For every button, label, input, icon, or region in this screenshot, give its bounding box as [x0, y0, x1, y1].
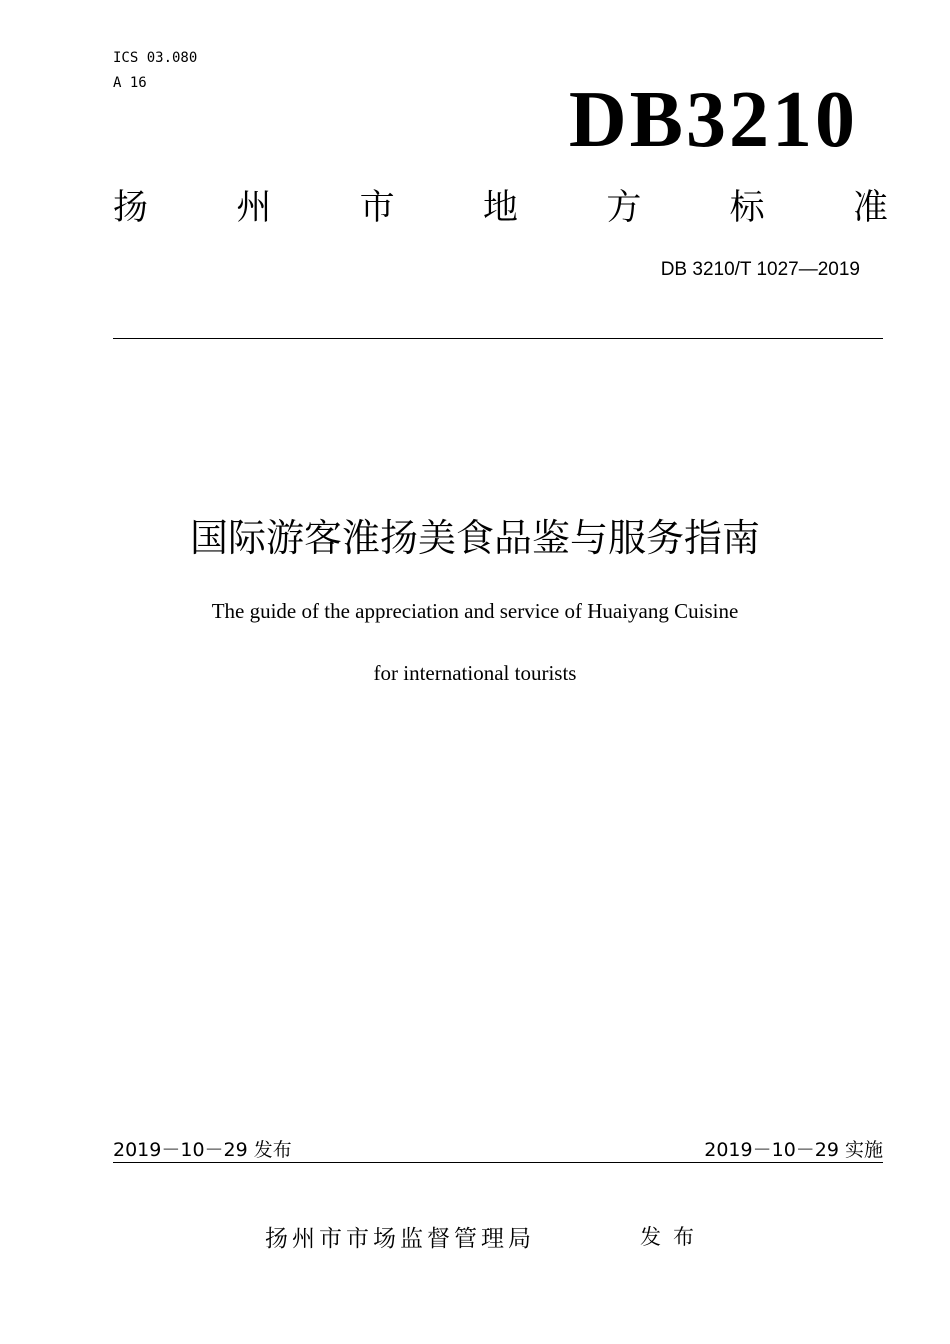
standard-type-title — [113, 186, 888, 230]
standard-type-char: 地 — [482, 188, 518, 228]
document-title-english-line2: for international tourists — [373, 661, 577, 685]
document-title-english-line1: The guide of the appreciation and service of Huaiyang Cuisine — [211, 599, 739, 623]
standard-code-logo: DB3210 — [568, 76, 858, 164]
standard-type-char: 市 — [359, 188, 395, 228]
implementation-date: 2019－10－29 实施 — [704, 1139, 883, 1161]
issue-date: 2019－10－29 发布 — [113, 1139, 292, 1161]
header-divider — [113, 338, 883, 339]
standard-type-char: 扬 — [113, 188, 149, 228]
classification-code: A 16 — [113, 75, 147, 91]
issue-label: 发布 — [640, 1225, 706, 1249]
publisher-name: 扬州市市场监督管理局 — [265, 1226, 535, 1252]
document-title-chinese: 国际游客淮扬美食品鉴与服务指南 — [189, 516, 760, 560]
standard-number: DB 3210/T 1027—2019 — [660, 259, 860, 280]
standard-type-char: 方 — [606, 188, 642, 228]
standard-type-char: 准 — [852, 188, 888, 228]
ics-code: ICS 03.080 — [113, 50, 198, 66]
standard-type-char: 标 — [729, 188, 765, 228]
footer-divider — [113, 1162, 883, 1163]
standard-type-char: 州 — [236, 188, 272, 228]
